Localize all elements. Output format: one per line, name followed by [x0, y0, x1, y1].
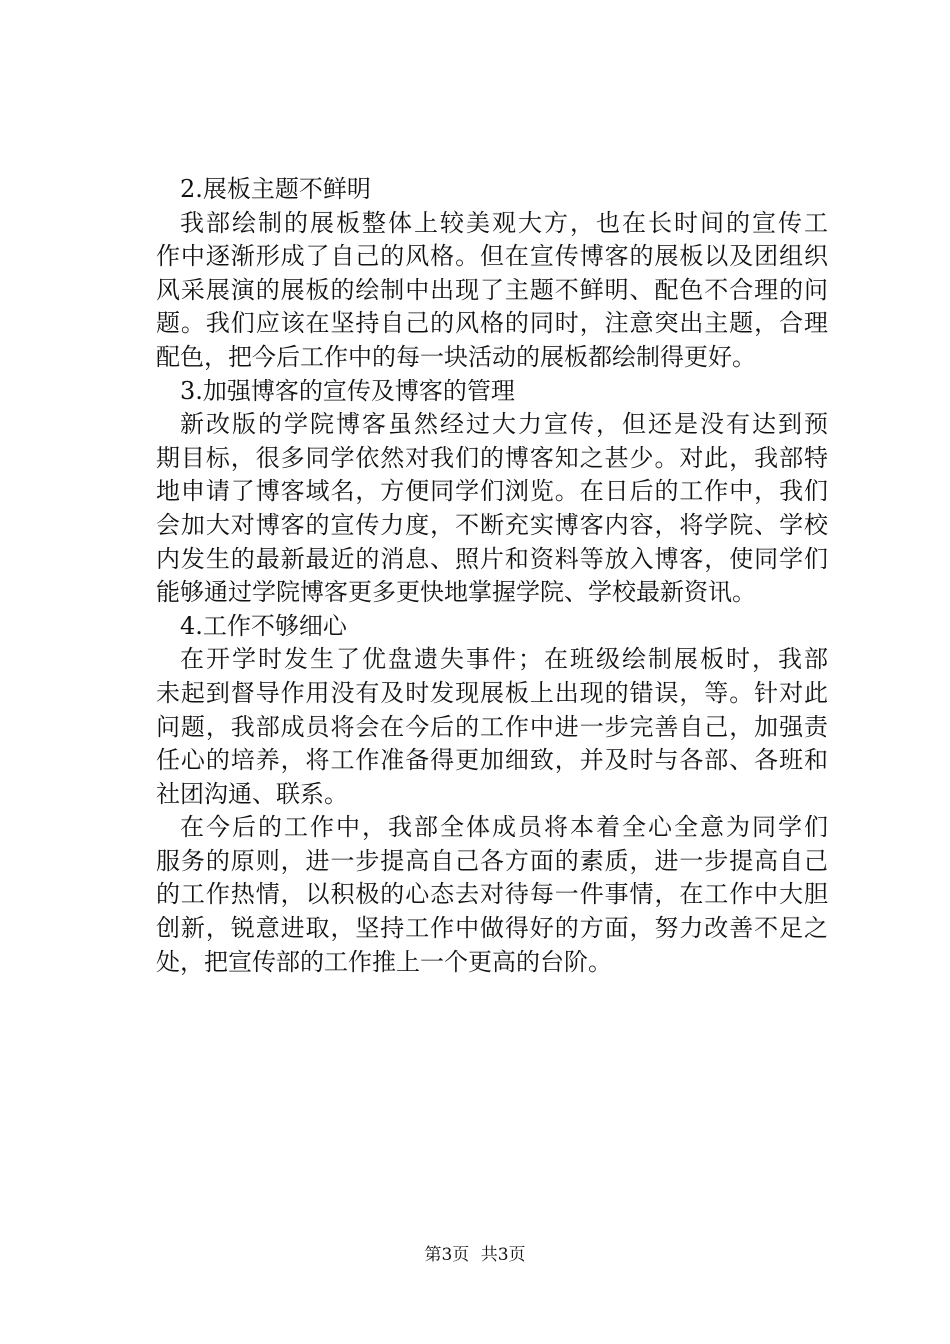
text-line: 问题，我部成员将会在今后的工作中进一步完善自己，加强责: [156, 712, 828, 741]
text-line: 能够通过学院博客更多更快地掌握学院、学校最新资讯。: [156, 578, 756, 607]
text-line: 地申请了博客域名，方便同学们浏览。在日后的工作中，我们: [156, 477, 828, 506]
text-line: 风采展演的展板的绘制中出现了主题不鲜明、配色不合理的问: [156, 275, 828, 304]
text-line: 作中逐渐形成了自己的风格。但在宣传博客的展板以及团组织: [156, 242, 828, 271]
text-line: 2.展板主题不鲜明: [180, 175, 371, 203]
text-line: 内发生的最新最近的消息、照片和资料等放入博客，使同学们: [156, 544, 828, 573]
text-line: 在今后的工作中，我部全体成员将本着全心全意为同学们: [180, 813, 828, 842]
text-line: 题。我们应该在坚持自己的风格的同时，注意突出主题，合理: [156, 309, 828, 338]
text-line: 创新，锐意进取，坚持工作中做得好的方面，努力改善不足之: [156, 914, 828, 943]
page-footer: [0, 1243, 950, 1267]
text-line: 服务的原则，进一步提高自己各方面的素质，进一步提高自己: [156, 846, 828, 875]
text-line: 未起到督导作用没有及时发现展板上出现的错误，等。针对此: [156, 678, 828, 707]
text-line: 社团沟通、联系。: [156, 779, 348, 808]
text-line: 新改版的学院博客虽然经过大力宣传，但还是没有达到预: [180, 410, 828, 439]
text-line: 我部绘制的展板整体上较美观大方，也在长时间的宣传工: [180, 208, 828, 237]
page-number-label: 第3页: [424, 1245, 470, 1265]
text-line: 4.工作不够细心: [180, 611, 347, 640]
text-line: 处，把宣传部的工作推上一个更高的台阶。: [156, 947, 612, 976]
page-total-label: 共3页: [480, 1245, 526, 1265]
text-line: 会加大对博客的宣传力度，不断充实博客内容，将学院、学校: [156, 510, 828, 539]
text-line: 期目标，很多同学依然对我们的博客知之甚少。对此，我部特: [156, 443, 828, 472]
text-line: 在开学时发生了优盘遗失事件；在班级绘制展板时，我部: [180, 645, 828, 674]
text-line: 任心的培养，将工作准备得更加细致，并及时与各部、各班和: [156, 746, 828, 775]
text-line: 配色，把今后工作中的每一块活动的展板都绘制得更好。: [156, 342, 756, 371]
document-body: [156, 173, 828, 979]
text-line: 3.加强博客的宣传及博客的管理: [180, 376, 515, 405]
text-line: 的工作热情，以积极的心态去对待每一件事情，在工作中大胆: [156, 880, 828, 909]
